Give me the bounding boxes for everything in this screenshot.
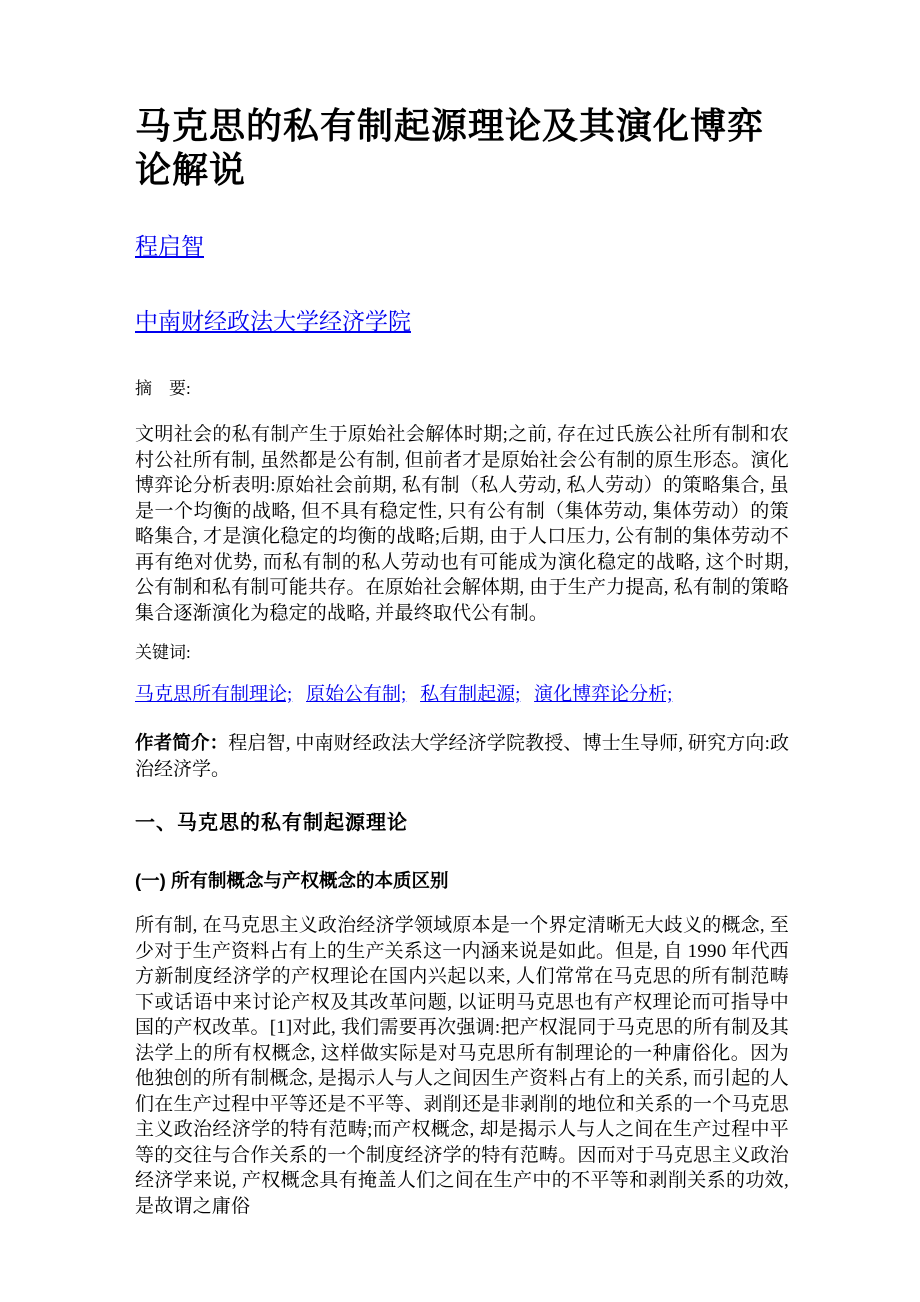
abstract-text: 文明社会的私有制产生于原始社会解体时期;之前, 存在过氏族公社所有制和农村公社所有制, 虽然都是公有制, 但前者才是原始社会公有制的原生形态。演化博弈论分析表明:原始社会前期, 私有制（私人劳动, 私人劳动）的策略集合, 虽是一个均衡的战略, 但不具有稳定性, 只有公有制（集体劳动, 集体劳动）的策略集合, 才是演化稳定的均衡的战略;后期, 由于人口压力, 公有制的集体劳动不再有绝对优势, 而私有制的私人劳动也有可能成为演化稳定的战略, 这个时期, 公有制和私有制可能共存。在原始社会解体期, 由于生产力提高, 私有制的策略集合逐渐演化为稳定的战略, 并最终取代公有制。 [135,424,789,624]
author-bio-label: 作者简介： [135,732,229,753]
affiliation-line [135,307,789,340]
section-heading: 一、马克思的私有制起源理论 [135,812,408,834]
affiliation-link[interactable]: 中南财经政法大学经济学院 [135,309,411,334]
body-paragraph: 所有制, 在马克思主义政治经济学领域原本是一个界定清晰无大歧义的概念, 至少对于生产资料占有上的生产关系这一内涵来说是如此。但是, 自 1990 年代西方新制度经济学的产权理论在国内兴起以来, 人们常常在马克思的所有制范畴下或话语中来讨论产权及其改革问题, 以证明马克思也有产权理论而可指导中国的产权改革。[1]对此, 我们需要再次强调:把产权混同于马克思的所有制及其法学上的所有权概念, 这样做实际是对马克思所有制理论的一种庸俗化。因为他独创的所有制概念, 是揭示人与人之间因生产资料占有上的关系, 而引起的人们在生产过程中平等还是不平等、剥削还是非剥削的地位和关系的一个马克思主义政治经济学的特有范畴;而产权概念, 却是揭示人与人之间在生产过程中平等的交往与合作关系的一个制度经济学的特有范畴。因而对于马克思主义政治经济学来说, 产权概念具有掩盖人们之间在生产中的不平等和剥削关系的功效, 是故谓之庸俗 [135,915,789,1217]
keyword-link-primitive-public-ownership[interactable]: 原始公有制; [306,684,407,705]
abstract-label: 摘 要: [135,379,191,398]
subsection-heading: (一) 所有制概念与产权概念的本质区别 [135,870,449,891]
article-title: 马克思的私有制起源理论及其演化博弈论解说 [135,106,765,190]
author-bio-text: 程启智, 中南财经政法大学经济学院教授、博士生导师, 研究方向:政治经济学。 [135,733,789,780]
author-bio [135,730,789,782]
author-link[interactable]: 程启智 [135,234,204,259]
keyword-link-private-ownership-origin[interactable]: 私有制起源; [420,684,521,705]
keyword-link-evolutionary-game-analysis[interactable]: 演化博弈论分析; [534,684,673,705]
keywords-line [135,682,789,708]
author-line [135,232,789,265]
keywords-label: 关键词: [135,643,191,662]
keyword-link-marx-ownership-theory[interactable]: 马克思所有制理论; [135,684,293,705]
